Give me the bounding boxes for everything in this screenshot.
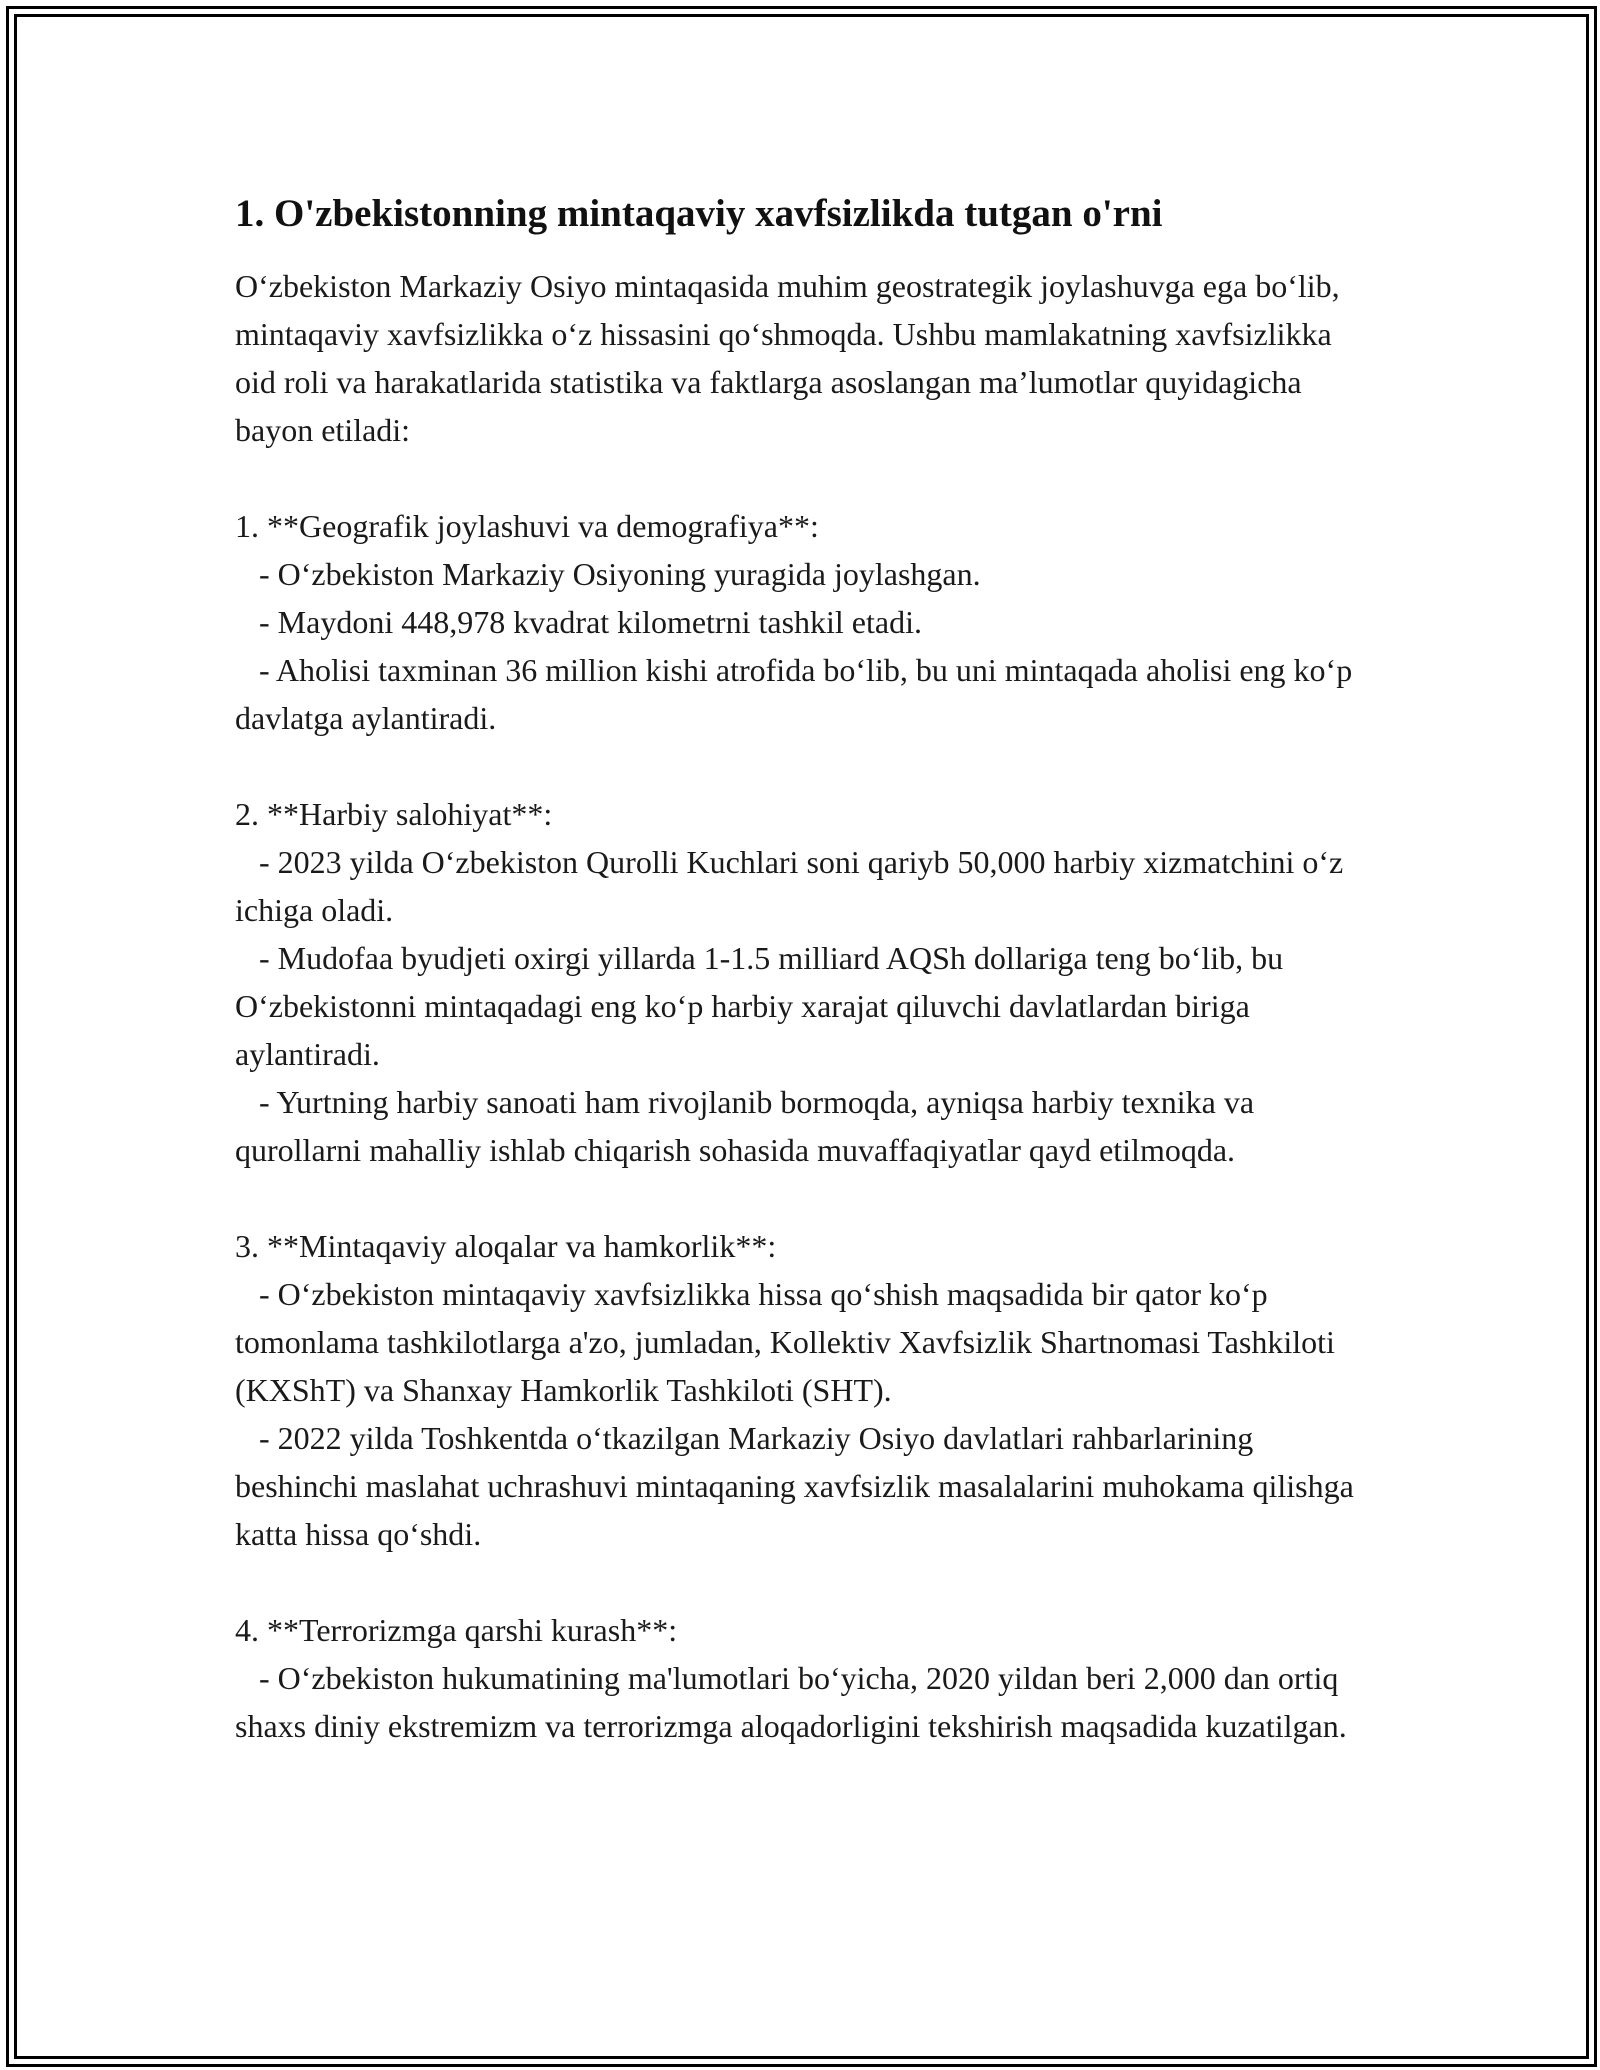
section-military (235, 790, 1375, 1174)
document-body (235, 190, 1375, 1750)
list-item: - Mudofaa byudjeti oxirgi yillarda 1-1.5 milliard AQSh dollariga teng bo‘lib, bu O‘zbekistonni mintaqadagi eng ko‘p harbiy xarajat qiluvchi davlatlardan biriga aylantiradi. (235, 940, 1292, 1072)
section-heading: 2. **Harbiy salohiyat**: (235, 796, 553, 832)
section-heading: 3. **Mintaqaviy aloqalar va hamkorlik**: (235, 1228, 777, 1264)
section-geography (235, 502, 1375, 742)
section-counter-terrorism (235, 1606, 1375, 1750)
page-title: 1. O'zbekistonning mintaqaviy xavfsizlikda tutgan o'rni (235, 192, 1163, 235)
list-item: - Maydoni 448,978 kvadrat kilometrni tashkil etadi. (235, 604, 922, 640)
section-heading: 1. **Geografik joylashuvi va demografiya**: (235, 508, 819, 544)
list-item: - O‘zbekiston hukumatining ma'lumotlari bo‘yicha, 2020 yildan beri 2,000 dan ortiq shaxs diniy ekstremizm va terrorizmga aloqadorligini tekshirish maqsadida kuzatilgan. (235, 1660, 1347, 1744)
list-item: - O‘zbekiston mintaqaviy xavfsizlikka hissa qo‘shish maqsadida bir qator ko‘p tomonlama tashkilotlarga a'zo, jumladan, Kollektiv Xavfsizlik Shartnomasi Tashkiloti (KXShT) va Shanxay Hamkorlik Tashkiloti (SHT). (235, 1276, 1343, 1408)
section-heading: 4. **Terrorizmga qarshi kurash**: (235, 1612, 678, 1648)
intro-paragraph: O‘zbekiston Markaziy Osiyo mintaqasida muhim geostrategik joylashuvga ega bo‘lib, mintaqaviy xavfsizlikka o‘z hissasini qo‘shmoqda. Ushbu mamlakatning xavfsizlikka oid roli va harakatlarida statistika va faktlarga asoslangan ma’lumotlar quyidagicha bayon etiladi: (235, 268, 1340, 448)
list-item: - Aholisi taxminan 36 million kishi atrofida bo‘lib, bu uni mintaqada aholisi eng ko‘p davlatga aylantiradi. (235, 652, 1361, 736)
list-item: - Yurtning harbiy sanoati ham rivojlanib bormoqda, ayniqsa harbiy texnika va qurollarni mahalliy ishlab chiqarish sohasida muvaffaqiyatlar qayd etilmoqda. (235, 1084, 1263, 1168)
list-item: - 2022 yilda Toshkentda o‘tkazilgan Markaziy Osiyo davlatlari rahbarlarining beshinchi maslahat uchrashuvi mintaqaning xavfsizlik masalalarini muhokama qilishga katta hissa qo‘shdi. (235, 1420, 1362, 1552)
list-item: - 2023 yilda O‘zbekiston Qurolli Kuchlari soni qariyb 50,000 harbiy xizmatchini o‘z ichiga oladi. (235, 844, 1352, 928)
section-regional-cooperation (235, 1222, 1375, 1558)
list-item: - O‘zbekiston Markaziy Osiyoning yuragida joylashgan. (235, 556, 981, 592)
